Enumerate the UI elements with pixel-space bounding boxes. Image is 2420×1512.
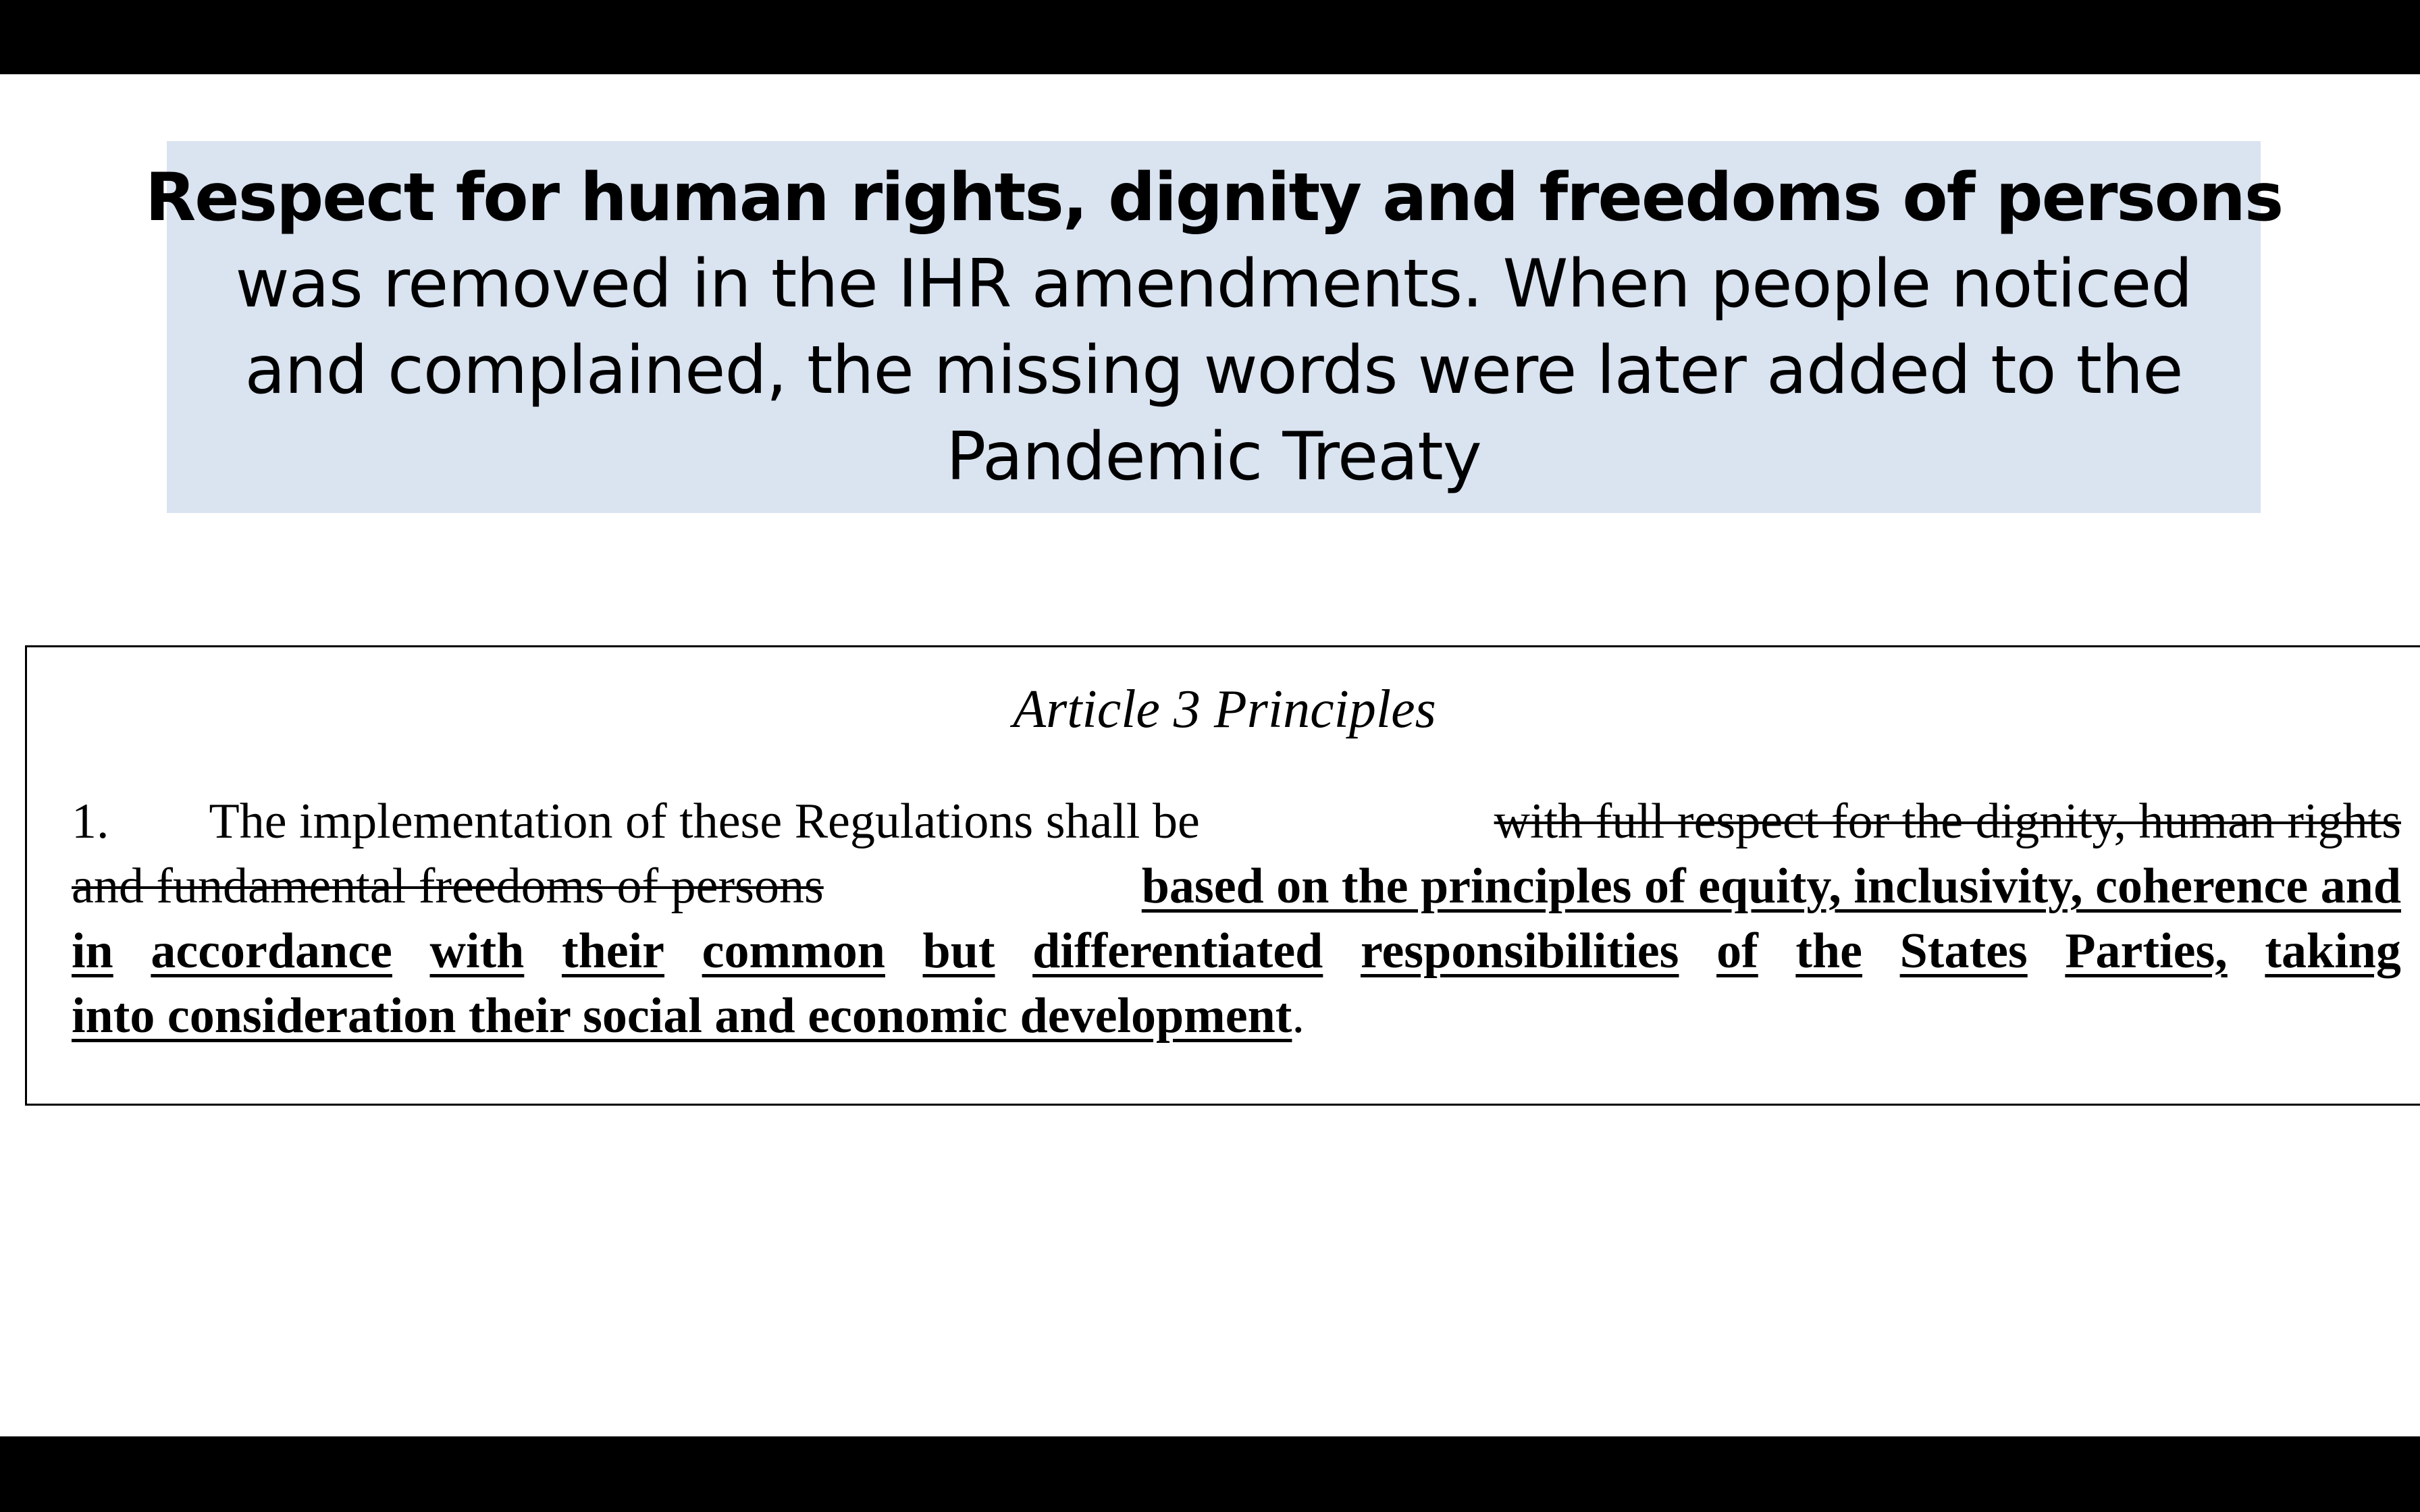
callout-box <box>144 141 2283 513</box>
plain-text: The implementation of these Regulations shall be <box>209 794 1200 849</box>
word: common <box>702 923 885 979</box>
callout-line-3: and complained, the missing words were later added to the <box>244 331 2183 409</box>
paragraph-line-3 <box>72 919 2401 983</box>
deleted-text-2: and fundamental freedoms of persons <box>72 859 824 914</box>
word: the <box>1795 923 1863 979</box>
word: responsibilities <box>1360 923 1679 979</box>
callout-headline: Respect for human rights, dignity and freedoms of persons <box>144 159 2283 236</box>
bottom-letterbox <box>0 1436 2420 1512</box>
paragraph-lead <box>72 789 1200 854</box>
word: accordance <box>151 923 392 979</box>
slide-canvas <box>0 74 2420 1436</box>
paragraph-number: 1. <box>72 794 109 849</box>
word: Parties, <box>2065 923 2228 979</box>
article-excerpt <box>25 645 2420 1106</box>
deleted-text-1: with full respect for the dignity, human rights <box>1494 794 2401 849</box>
inserted-text-1: based on the principles of equity, inclusivity, coherence and <box>1141 859 2401 914</box>
word: but <box>922 923 995 979</box>
inserted-text-2 <box>72 919 2401 983</box>
article-title: Article 3 Principles <box>1013 680 1436 739</box>
callout-line-4: Pandemic Treaty <box>946 418 1481 495</box>
word: in <box>72 923 113 979</box>
paragraph-period: . <box>1292 988 1305 1044</box>
inserted-text-3: into consideration their social and economic development <box>72 988 1292 1044</box>
word: differentiated <box>1032 923 1323 979</box>
word: of <box>1716 923 1758 979</box>
word: States <box>1899 923 2028 979</box>
paragraph-line-2 <box>72 854 2401 919</box>
word: with <box>429 923 525 979</box>
paragraph-line-1 <box>72 789 2401 854</box>
callout-line-2: was removed in the IHR amendments. When people noticed <box>235 245 2192 323</box>
word: taking <box>2265 923 2401 979</box>
top-letterbox <box>0 0 2420 74</box>
word: their <box>561 923 664 979</box>
paragraph-line-4 <box>72 983 2401 1048</box>
article-paragraph <box>72 789 2401 1048</box>
